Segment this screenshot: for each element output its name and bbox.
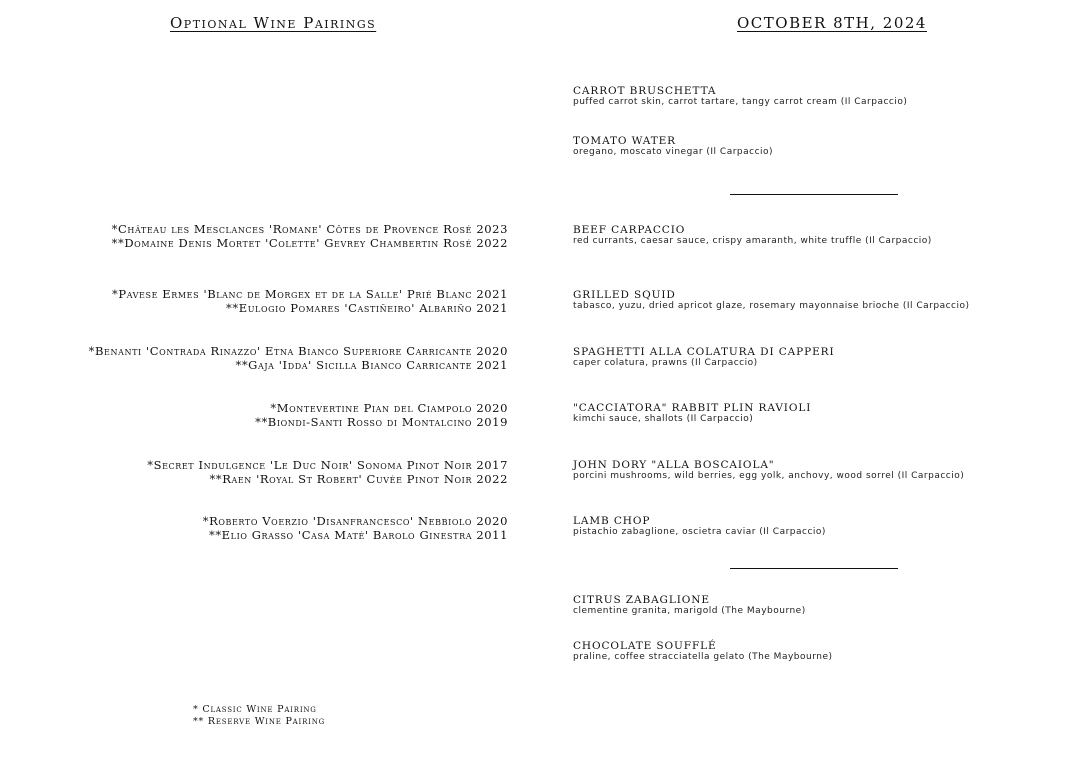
classic-wine: *Montevertine Pian del Ciampolo 2020	[270, 401, 508, 415]
menu-item	[573, 135, 773, 158]
dish-description: red currants, caesar sauce, crispy amaranth, white truffle (Il Carpaccio)	[573, 236, 932, 246]
dish-description: praline, coffee stracciatella gelato (The Maybourne)	[573, 652, 833, 662]
wine-pairing-5	[147, 459, 508, 486]
reserve-wine: **Raen 'Royal St Robert' Cuvée Pinot Noir 2022	[209, 471, 508, 486]
legend-classic: * Classic Wine Pairing	[193, 704, 317, 715]
wine-pairing-4	[255, 402, 508, 429]
menu-item	[573, 640, 833, 663]
wine-pairing-6	[203, 515, 508, 542]
dish-name: SPAGHETTI ALLA COLATURA DI CAPPERI	[573, 346, 835, 358]
legend-reserve: ** Reserve Wine Pairing	[193, 715, 326, 727]
dish-description: puffed carrot skin, carrot tartare, tangy carrot cream (Il Carpaccio)	[573, 97, 908, 107]
menu-item	[573, 459, 964, 482]
menu-item	[573, 85, 907, 108]
menu-item	[573, 515, 826, 538]
menu-date: OCTOBER 8TH, 2024	[737, 14, 927, 32]
dish-description: tabasco, yuzu, dried apricot glaze, rosemary mayonnaise brioche (Il Carpaccio)	[573, 301, 970, 311]
classic-wine: *Pavese Ermes 'Blanc de Morgex et de la Salle' Prié Blanc 2021	[112, 287, 508, 301]
menu-item	[573, 346, 835, 369]
pairing-legend	[193, 704, 325, 727]
menu-item	[573, 289, 970, 312]
classic-wine: *Château les Mesclances 'Romane' Côtes de Provence Rosé 2023	[111, 222, 508, 236]
reserve-wine: **Eulogio Pomares 'Castiñeiro' Albariño 2021	[226, 300, 508, 315]
section-divider	[730, 194, 898, 195]
section-divider	[730, 568, 898, 569]
reserve-wine: **Gaja 'Idda' Sicilla Bianco Carricante 2021	[235, 357, 508, 372]
dish-name: BEEF CARPACCIO	[573, 224, 686, 236]
dish-name: CHOCOLATE SOUFFLÉ	[573, 640, 717, 652]
dish-name: CARROT BRUSCHETTA	[573, 85, 717, 97]
dish-name: CITRUS ZABAGLIONE	[573, 594, 710, 606]
classic-wine: *Secret Indulgence 'Le Duc Noir' Sonoma Pinot Noir 2017	[147, 458, 508, 472]
dish-name: "CACCIATORA" RABBIT PLIN RAVIOLI	[573, 402, 812, 414]
wine-pairing-1	[112, 223, 508, 250]
wine-pairing-2	[112, 288, 508, 315]
dish-description: caper colatura, prawns (Il Carpaccio)	[573, 358, 758, 368]
dish-name: TOMATO WATER	[573, 135, 676, 147]
reserve-wine: **Biondi-Santi Rosso di Montalcino 2019	[255, 414, 508, 429]
menu-item	[573, 224, 932, 247]
dish-description: pistachio zabaglione, oscietra caviar (Il Carpaccio)	[573, 527, 826, 537]
reserve-wine: **Elio Grasso 'Casa Maté' Barolo Ginestra 2011	[208, 527, 508, 542]
reserve-wine: **Domaine Denis Mortet 'Colette' Gevrey Chambertin Rosé 2022	[111, 235, 508, 250]
wine-pairing-3	[89, 345, 508, 372]
menu-item	[573, 402, 811, 425]
dish-description: oregano, moscato vinegar (Il Carpaccio)	[573, 147, 774, 157]
dish-description: porcini mushrooms, wild berries, egg yolk, anchovy, wood sorrel (Il Carpaccio)	[573, 471, 965, 481]
wine-pairings-title: Optional Wine Pairings	[170, 14, 377, 32]
classic-wine: *Benanti 'Contrada Rinazzo' Etna Bianco Superiore Carricante 2020	[88, 344, 508, 358]
dish-description: kimchi sauce, shallots (Il Carpaccio)	[573, 414, 754, 424]
dish-name: GRILLED SQUID	[573, 289, 676, 301]
classic-wine: *Roberto Voerzio 'Disanfrancesco' Nebbiolo 2020	[202, 514, 508, 528]
dish-name: JOHN DORY "ALLA BOSCAIOLA"	[573, 459, 775, 471]
menu-item	[573, 594, 806, 617]
dish-name: LAMB CHOP	[573, 515, 651, 527]
dish-description: clementine granita, marigold (The Maybourne)	[573, 606, 806, 616]
